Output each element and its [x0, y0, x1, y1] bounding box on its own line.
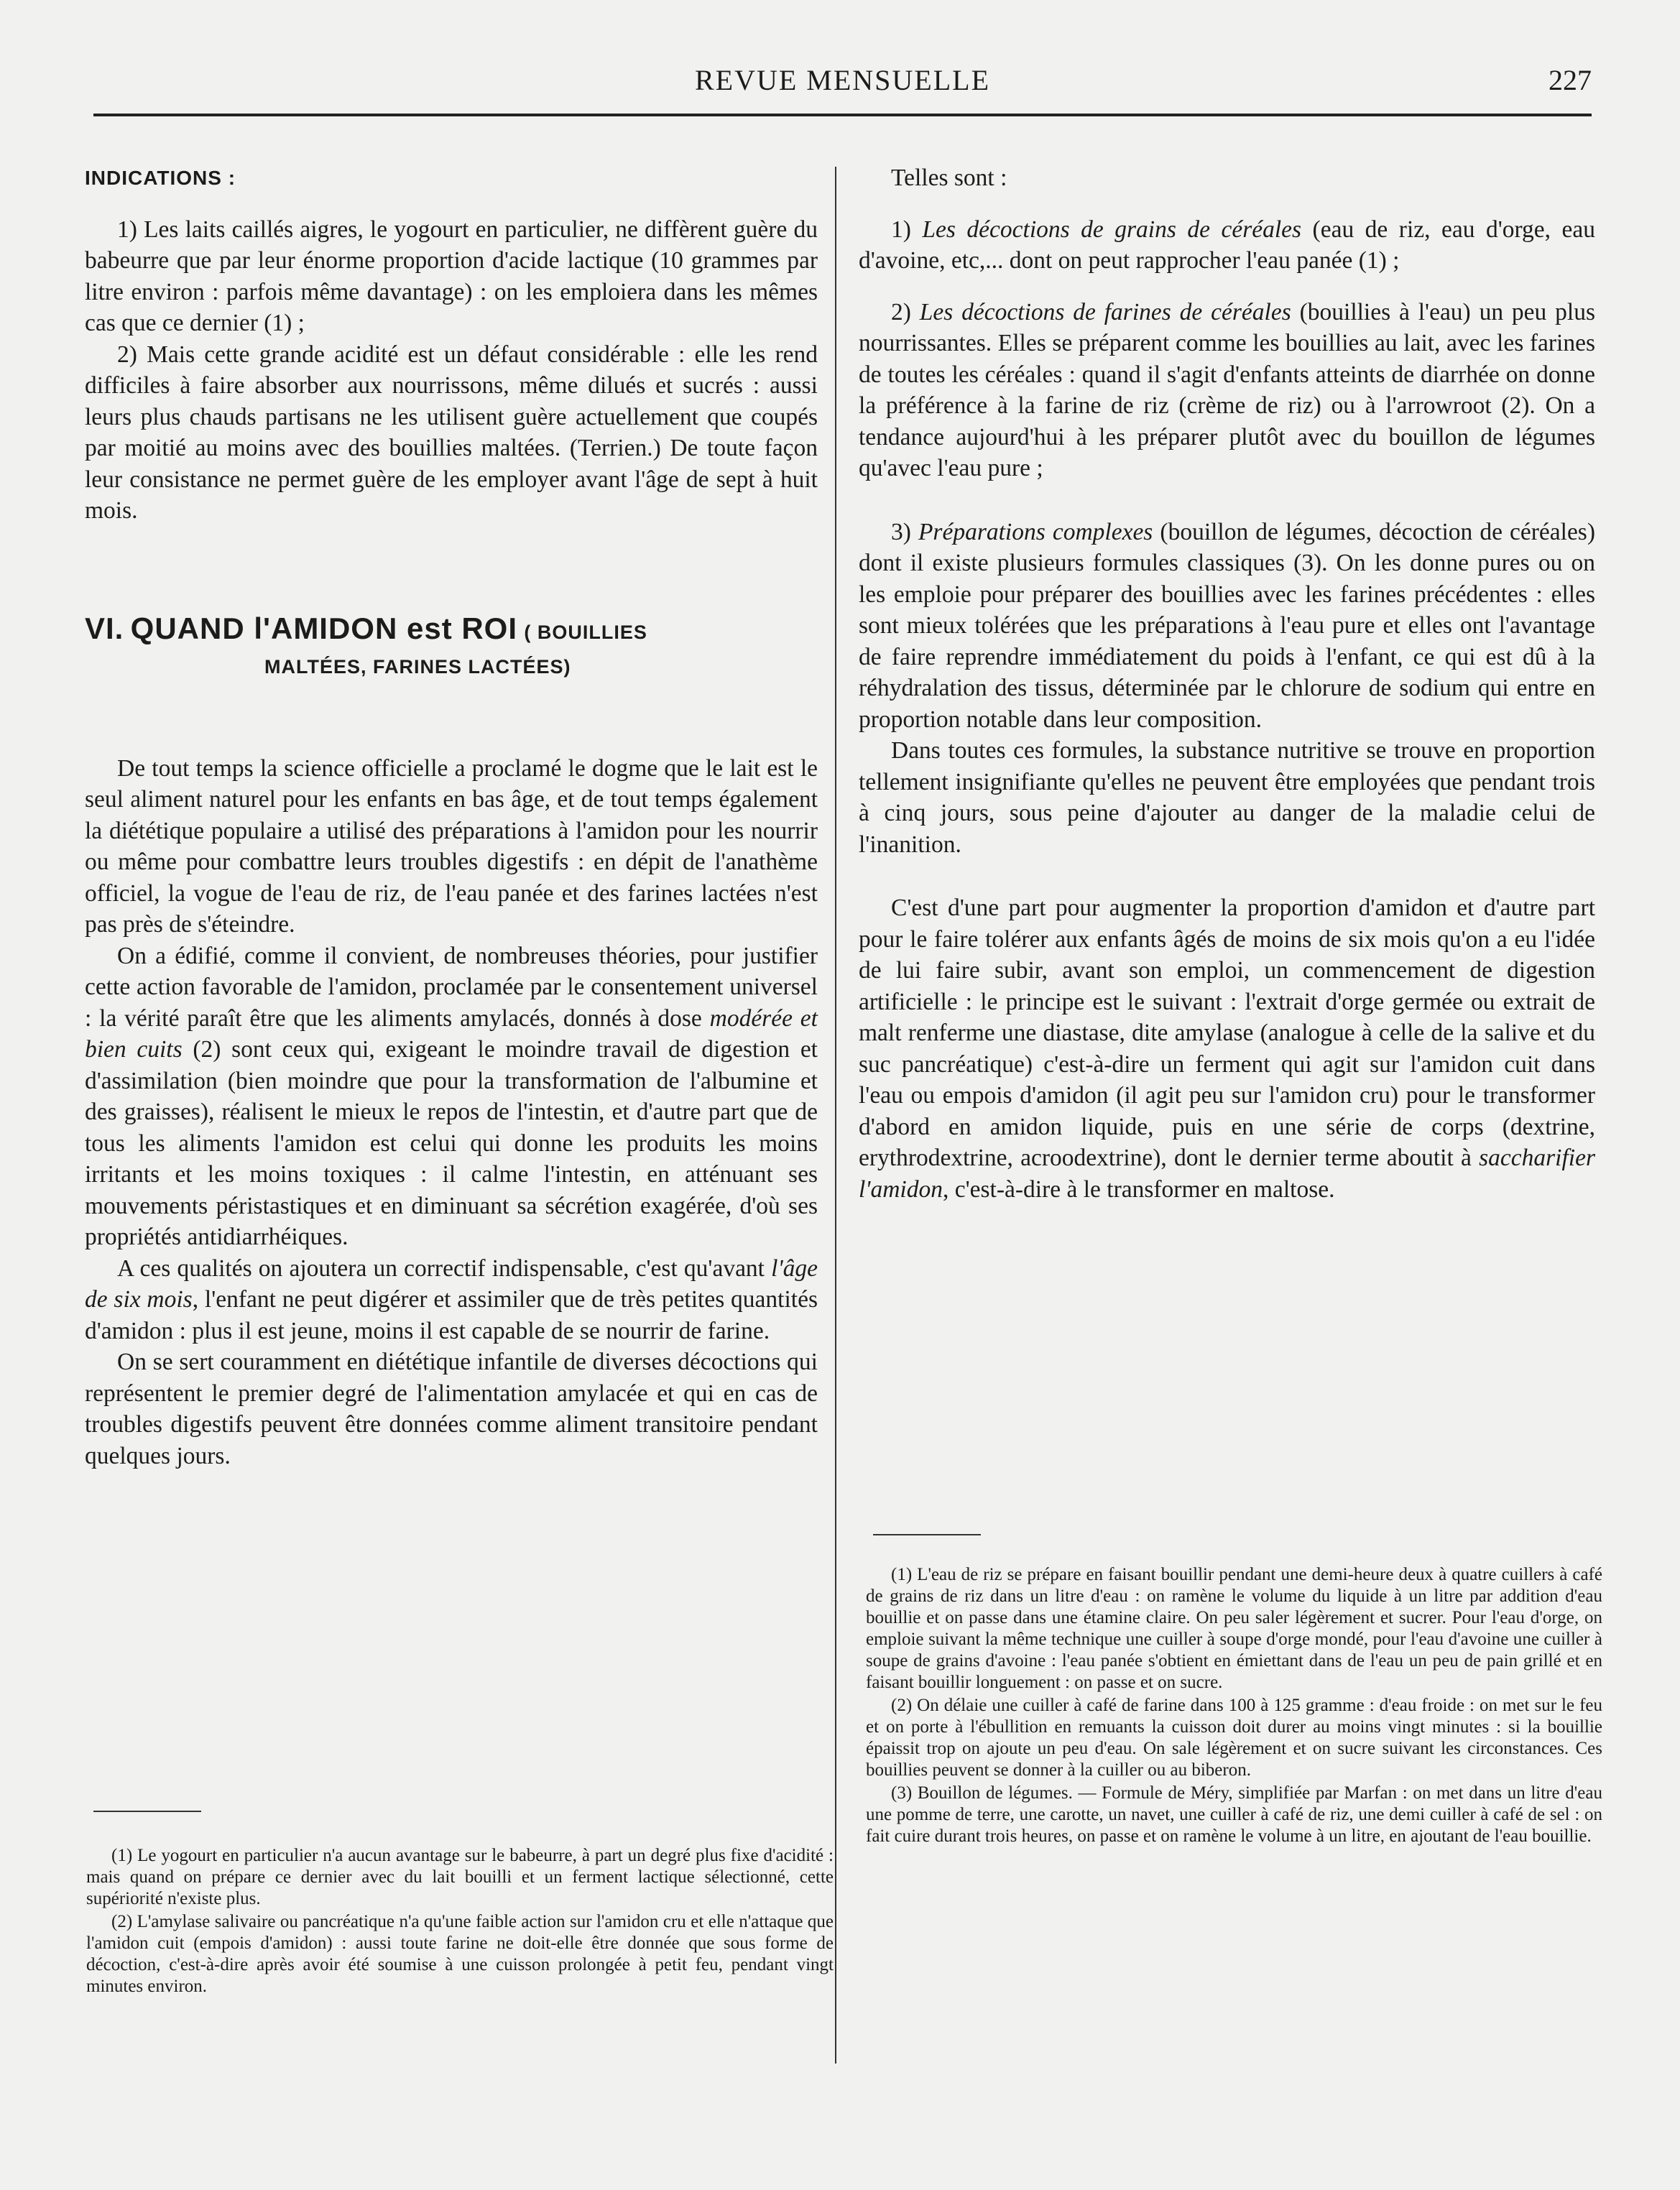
footnote-1: (1) L'eau de riz se prépare en faisant bouillir pendant une demi-heure deux à quatre cuillers à café de grains de riz dans un litre d'eau : on ramène le volume du liquide à un litre par addition d'eau bouillie et on passe dans une étamine claire. On peu saler légèrement et sucrer. Pour l'eau d'orge, on emploie suivant la même technique une cuiller à soupe d'orge mondé, pour l'eau d'avoine une cuiller à soupe de grains d'avoine : l'eau panée s'obtient en émiettant dans de l'eau un peu de pain grillé et en faisant bouillir longuement : on passe et on sucre. [866, 1565, 1602, 1692]
left-footnotes [86, 1811, 834, 1999]
header-rule [93, 114, 1592, 116]
list-item-1: 1) Les décoctions de grains de céréales (eau de riz, eau d'orge, eau d'avoine, etc,... dont on peut rapprocher l'eau panée (1) ; [859, 216, 1595, 274]
section-subtitle-a: ( BOUILLIES [524, 621, 647, 643]
body-paragraph-formules: Dans toutes ces formules, la substance nutritive se trouve en proportion tellement insignifiante qu'elles ne peuvent être employées que pendant trois à cinq jours, sous peine d'ajouter au danger de la maladie celui de l'inanition. [859, 737, 1595, 858]
section-number: VI. [85, 611, 124, 645]
body-paragraph-malt: C'est d'une part pour augmenter la proportion d'amidon et d'autre part pour le faire tolérer aux enfants âgés de moins de six mois qu'on a eu l'idée de lui faire subir, avant son emploi, un commencement de digestion artificielle : le principe est le suivant : l'extrait d'orge germée ou extrait de malt renferme une diastase, dite amylase (analogue à celle de la salive et du suc pancréatique) c'est-à-dire un ferment qui agit sur l'amidon cuit dans l'eau ou empois d'amidon (il agit peu sur l'amidon cru) pour le transformer d'abord en amidon liquide, puis en une série de corps (dextrine, erythrodextrine, acroodextrine), dont le dernier terme aboutit à saccharifier l'amidon, c'est-à-dire à le transformer en maltose. [859, 895, 1595, 1203]
page-header [93, 63, 1592, 106]
intro-line: Telles sont : [891, 165, 1007, 191]
body-paragraph-3: A ces qualités on ajoutera un correctif indispensable, c'est qu'avant l'âge de six mois, l'enfant ne peut digérer et assimiler que de très petites quantités d'amidon : plus il est jeune, moins il est capable de se nourrir de farine. [85, 1255, 818, 1344]
indications-paragraph-2: 2) Mais cette grande acidité est un défaut considérable : elle les rend difficiles à faire absorber aux nourrissons, même dilués et sucrés : aussi leurs plus chauds partisans ne les utilisent guère actuellement que coupés par moitié au moins avec des bouillies maltées. (Terrien.) De toute façon leur consistance ne permet guère de les employer avant l'âge de sept à huit mois. [85, 341, 818, 524]
column-divider [835, 167, 836, 2064]
section-subtitle-b: MALTÉES, FARINES LACTÉES) [264, 655, 571, 678]
footnote-2: (2) On délaie une cuiller à café de farine dans 100 à 125 gramme : d'eau froide : on met sur le feu et on porte à l'ébullition en remuants la cuisson doit durer au moins vingt minutes : si la bouillie épaissit trop on ajoute un peu d'eau. On sale légèrement et on sucre suivant les circonstances. Ces bouillies peuvent se donner à la cuiller ou au biberon. [866, 1696, 1602, 1780]
list-item-2: 2) Les décoctions de farines de céréales (bouillies à l'eau) un peu plus nourrissantes. Elles se préparent comme les bouillies au lait, avec les farines de toutes les céréales : quand il s'agit d'enfants atteints de diarrhée on donne la préférence à la farine de riz (crème de riz) ou à l'arrowroot (2). On a tendance aujourd'hui à les préparer plutôt avec du bouillon de légumes qu'avec l'eau pure ; [859, 298, 1595, 481]
body-paragraph-2: On a édifié, comme il convient, de nombreuses théories, pour justifier cette action favorable de l'amidon, proclamée par le consentement universel : la vérité paraît être que les aliments amylacés, donnés à dose modérée et bien cuits (2) sont ceux qui, exigeant le moindre travail de digestion et d'assimilation (bien moindre que pour la transformation de l'albumine et des graisses), réalisent le mieux le repos de l'intestin, et d'autre part que de tous les aliments l'amidon est celui qui donne les produits les moins irritants et les moins toxiques : il calme l'intestin, en atténuant ses mouvements péristastiques et en diminuant sa sécrétion exagérée, d'où ses propriétés antidiarrhéiques. [85, 942, 818, 1250]
footnote-3: (3) Bouillon de légumes. — Formule de Méry, simplifiée par Marfan : on met dans un litre d'eau une pomme de terre, une carotte, un navet, une cuiller à café de riz, une demi cuiller à café de sel : on fait cuire durant trois heures, on passe et on ramène le volume à un litre, en ajoutant de l'eau bouillie. [866, 1783, 1602, 1846]
page-number: 227 [1549, 64, 1592, 96]
indications-heading: INDICATIONS : [85, 167, 236, 189]
indications-paragraph-1: 1) Les laits caillés aigres, le yogourt en particulier, ne diffèrent guère du babeurre que par leur énorme proportion d'acide lactique (10 grammes par litre environ : parfois même davantage) : on les emploiera dans les mêmes cas que ce dernier (1) ; [85, 216, 818, 336]
section-title: QUAND l'AMIDON est ROI [130, 611, 518, 645]
left-column [85, 162, 818, 1471]
running-title: REVUE MENSUELLE [694, 64, 991, 96]
footnote-2: (2) L'amylase salivaire ou pancréatique n'a qu'une faible action sur l'amidon cru et elle n'attaque que l'amidon cuit (empois d'amidon) : aussi toute farine ne doit-elle être donnée que sous forme de décoction, c'est-à-dire après avoir été soumise à une cuisson prolongée à petit feu, pendant vingt minutes environ. [86, 1912, 834, 1996]
body-paragraph-1: De tout temps la science officielle a proclamé le dogme que le lait est le seul aliment naturel pour les enfants en bas âge, et de tout temps également la diététique populaire a utilisé des préparations à l'amidon pour les nourrir ou même pour combattre leurs troubles digestifs : en dépit de l'anathème officiel, la vogue de l'eau de riz, de l'eau panée et des farines lactées n'est pas près de s'éteindre. [85, 754, 818, 938]
footnote-1: (1) Le yogourt en particulier n'a aucun avantage sur le babeurre, à part un degré plus fixe d'acidité : mais quand on prépare ce dernier avec du lait bouilli et un ferment lactique sélectionné, cette supériorité n'existe plus. [86, 1846, 834, 1908]
right-footnotes [866, 1534, 1602, 1849]
list-item-3: 3) Préparations complexes (bouillon de légumes, décoction de céréales) dont il existe plusieurs formules classiques (3). On les donne pures ou on les emploie pour préparer des bouillies avec les farines précédentes : elles sont mieux tolérées que les préparations à l'eau pure et elles ont l'avantage de faire reprendre immédiatement du poids à l'enfant, ce qui est dû à la réhydralation des tissus, déterminée par le chlorure de sodium qui entre en proportion notable dans leur composition. [859, 518, 1596, 733]
right-column [859, 162, 1595, 1205]
footnote-rule [93, 1811, 201, 1812]
body-paragraph-4: On se sert couramment en diététique infantile de diverses décoctions qui représentent le premier degré de l'alimentation amylacée et qui en cas de troubles digestifs peuvent être données comme aliment transitoire pendant quelques jours. [85, 1349, 818, 1469]
footnote-rule [873, 1534, 981, 1535]
section-heading [85, 611, 818, 684]
